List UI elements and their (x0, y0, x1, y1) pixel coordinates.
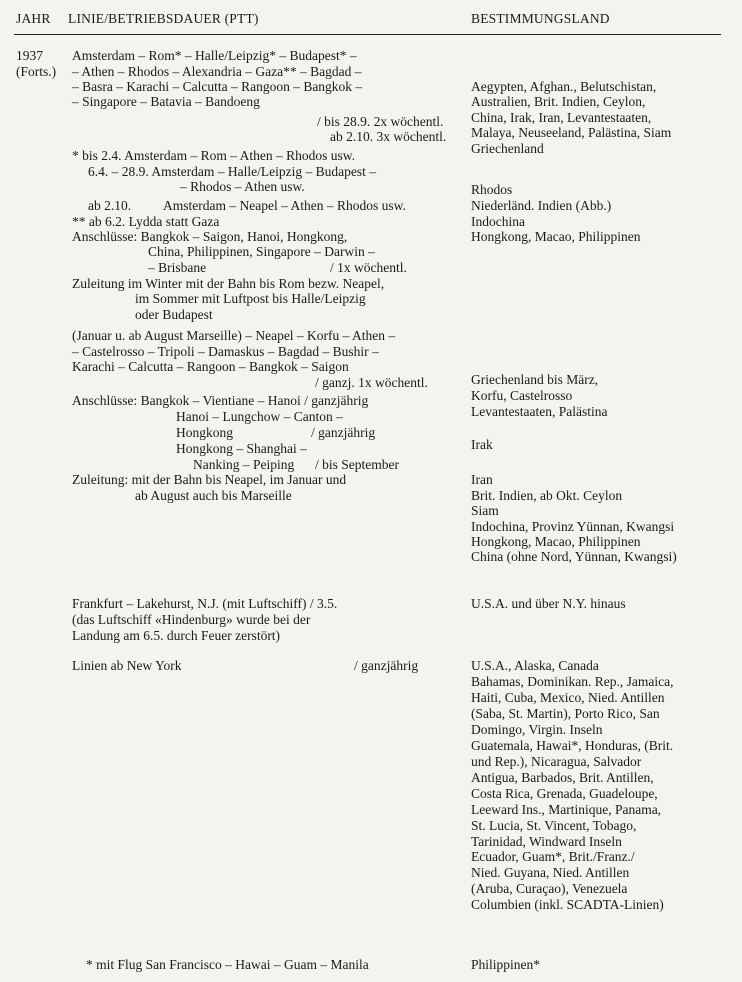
destination-line: Griechenland bis März, (471, 372, 599, 387)
route-line: ab August auch bis Marseille (135, 488, 292, 503)
destination-line: U.S.A., Alaska, Canada (471, 658, 599, 673)
destination-line: Brit. Indien, ab Okt. Ceylon (471, 488, 623, 503)
route-line: Anschlüsse: Bangkok – Saigon, Hanoi, Hongkong, (72, 229, 348, 244)
destination-line: Niederländ. Indien (Abb.) (471, 198, 612, 213)
header-linie: LINIE/BETRIEBSDAUER (PTT) (68, 11, 259, 26)
destination-line: Griechenland (471, 141, 544, 156)
destination-line: Nied. Guyana, Nied. Antillen (471, 865, 630, 880)
footnote-line: – Rhodos – Athen usw. (180, 179, 305, 194)
route-line: Hanoi – Lungchow – Canton – (176, 409, 343, 424)
route-line: Zuleitung: mit der Bahn bis Neapel, im Januar und (72, 472, 347, 487)
route-line: Nanking – Peiping (193, 457, 295, 472)
destination-line: Haiti, Cuba, Mexico, Nied. Antillen (471, 690, 665, 705)
route-line: – Athen – Rhodos – Alexandria – Gaza** – Bagdad – (72, 64, 362, 79)
route-line: Hongkong – Shanghai – (176, 441, 307, 456)
year-continued: (Forts.) (16, 64, 57, 79)
frequency-note: / ganzjährig (354, 658, 419, 673)
destination-line: Hongkong, Macao, Philippinen (471, 229, 641, 244)
destination-line: Malaya, Neuseeland, Palästina, Siam (471, 125, 672, 140)
destination-line: Aegypten, Afghan., Belutschistan, (471, 79, 657, 94)
route-line: China, Philippinen, Singapore – Darwin – (148, 244, 375, 259)
footnote-line: 6.4. – 28.9. Amsterdam – Halle/Leipzig – Budapest – (88, 164, 376, 179)
destination-line: Rhodos (471, 182, 513, 197)
frequency-note: / bis September (315, 457, 399, 472)
route-line: Amsterdam – Rom* – Halle/Leipzig* – Budapest* – (72, 48, 357, 63)
footnote-line: * bis 2.4. Amsterdam – Rom – Athen – Rhodos usw. (72, 148, 356, 163)
destination-line: Korfu, Castelrosso (471, 388, 573, 403)
route-line: – Singapore – Batavia – Bandoeng (72, 94, 260, 109)
destination-line: Siam (471, 503, 499, 518)
frequency-note: / ganzj. 1x wöchentl. (315, 375, 428, 390)
route-line: Frankfurt – Lakehurst, N.J. (mit Luftschiff) / 3.5. (72, 596, 338, 611)
destination-line: Indochina (471, 214, 525, 229)
route-line: im Sommer mit Luftpost bis Halle/Leipzig (135, 291, 366, 306)
frequency-note: / ganzjährig (311, 425, 376, 440)
destination-line: Ecuador, Guam*, Brit./Franz./ (471, 849, 635, 864)
destination-line: Costa Rica, Grenada, Guadeloupe, (471, 786, 658, 801)
footnote-line: ** ab 6.2. Lydda statt Gaza (72, 214, 220, 229)
destination-line: Guatemala, Hawai*, Honduras, (Brit. (471, 738, 674, 753)
frequency-note: ab 2.10. 3x wöchentl. (330, 129, 447, 144)
destination-line: Philippinen* (471, 957, 541, 972)
destination-line: Levantestaaten, Palästina (471, 404, 608, 419)
header-rule (14, 34, 721, 35)
route-line: – Basra – Karachi – Calcutta – Rangoon – Bangkok – (72, 79, 363, 94)
destination-line: Columbien (inkl. SCADTA-Linien) (471, 897, 664, 912)
route-line: Hongkong (176, 425, 233, 440)
destination-line: St. Lucia, St. Vincent, Tobago, (471, 818, 637, 833)
destination-line: (Saba, St. Martin), Porto Rico, San (471, 706, 660, 721)
route-line: Linien ab New York (72, 658, 182, 673)
route-line: (Januar u. ab August Marseille) – Neapel – Korfu – Athen – (72, 328, 396, 343)
destination-line: China (ohne Nord, Yünnan, Kwangsi) (471, 549, 677, 564)
destination-line: Hongkong, Macao, Philippinen (471, 534, 641, 549)
destination-line: Tarinidad, Windward Inseln (471, 834, 622, 849)
route-line: – Brisbane (148, 260, 207, 275)
route-line: (das Luftschiff «Hindenburg» wurde bei der (72, 612, 311, 627)
route-line: Landung am 6.5. durch Feuer zerstört) (72, 628, 281, 643)
footnote-line: ab 2.10. (88, 198, 132, 213)
destination-line: Bahamas, Dominikan. Rep., Jamaica, (471, 674, 674, 689)
destination-line: Antigua, Barbados, Brit. Antillen, (471, 770, 654, 785)
frequency-note: / 1x wöchentl. (330, 260, 407, 275)
frequency-note: / bis 28.9. 2x wöchentl. (317, 114, 444, 129)
destination-line: Leeward Ins., Martinique, Panama, (471, 802, 662, 817)
destination-line: und Rep.), Nicaragua, Salvador (471, 754, 642, 769)
destination-line: Domingo, Virgin. Inseln (471, 722, 603, 737)
route-line: – Castelrosso – Tripoli – Damaskus – Bagdad – Bushir – (72, 344, 379, 359)
route-line: Karachi – Calcutta – Rangoon – Bangkok – Saigon (72, 359, 349, 374)
destination-line: China, Irak, Iran, Levantestaaten, (471, 110, 652, 125)
destination-line: Iran (471, 472, 493, 487)
destination-line: Indochina, Provinz Yünnan, Kwangsi (471, 519, 675, 534)
destination-line: U.S.A. und über N.Y. hinaus (471, 596, 626, 611)
route-line: oder Budapest (135, 307, 213, 322)
destination-line: (Aruba, Curaçao), Venezuela (471, 881, 628, 896)
footnote-line: * mit Flug San Francisco – Hawai – Guam – Manila (86, 957, 369, 972)
footnote-line: Amsterdam – Neapel – Athen – Rhodos usw. (163, 198, 406, 213)
header-jahr: JAHR (16, 11, 51, 26)
year-label: 1937 (16, 48, 43, 63)
route-line: Zuleitung im Winter mit der Bahn bis Rom bezw. Neapel, (72, 276, 385, 291)
route-line: Anschlüsse: Bangkok – Vientiane – Hanoi / ganzjährig (72, 393, 369, 408)
destination-line: Australien, Brit. Indien, Ceylon, (471, 94, 646, 109)
destination-line: Irak (471, 437, 493, 452)
header-bestimmungsland: BESTIMMUNGSLAND (471, 11, 610, 26)
